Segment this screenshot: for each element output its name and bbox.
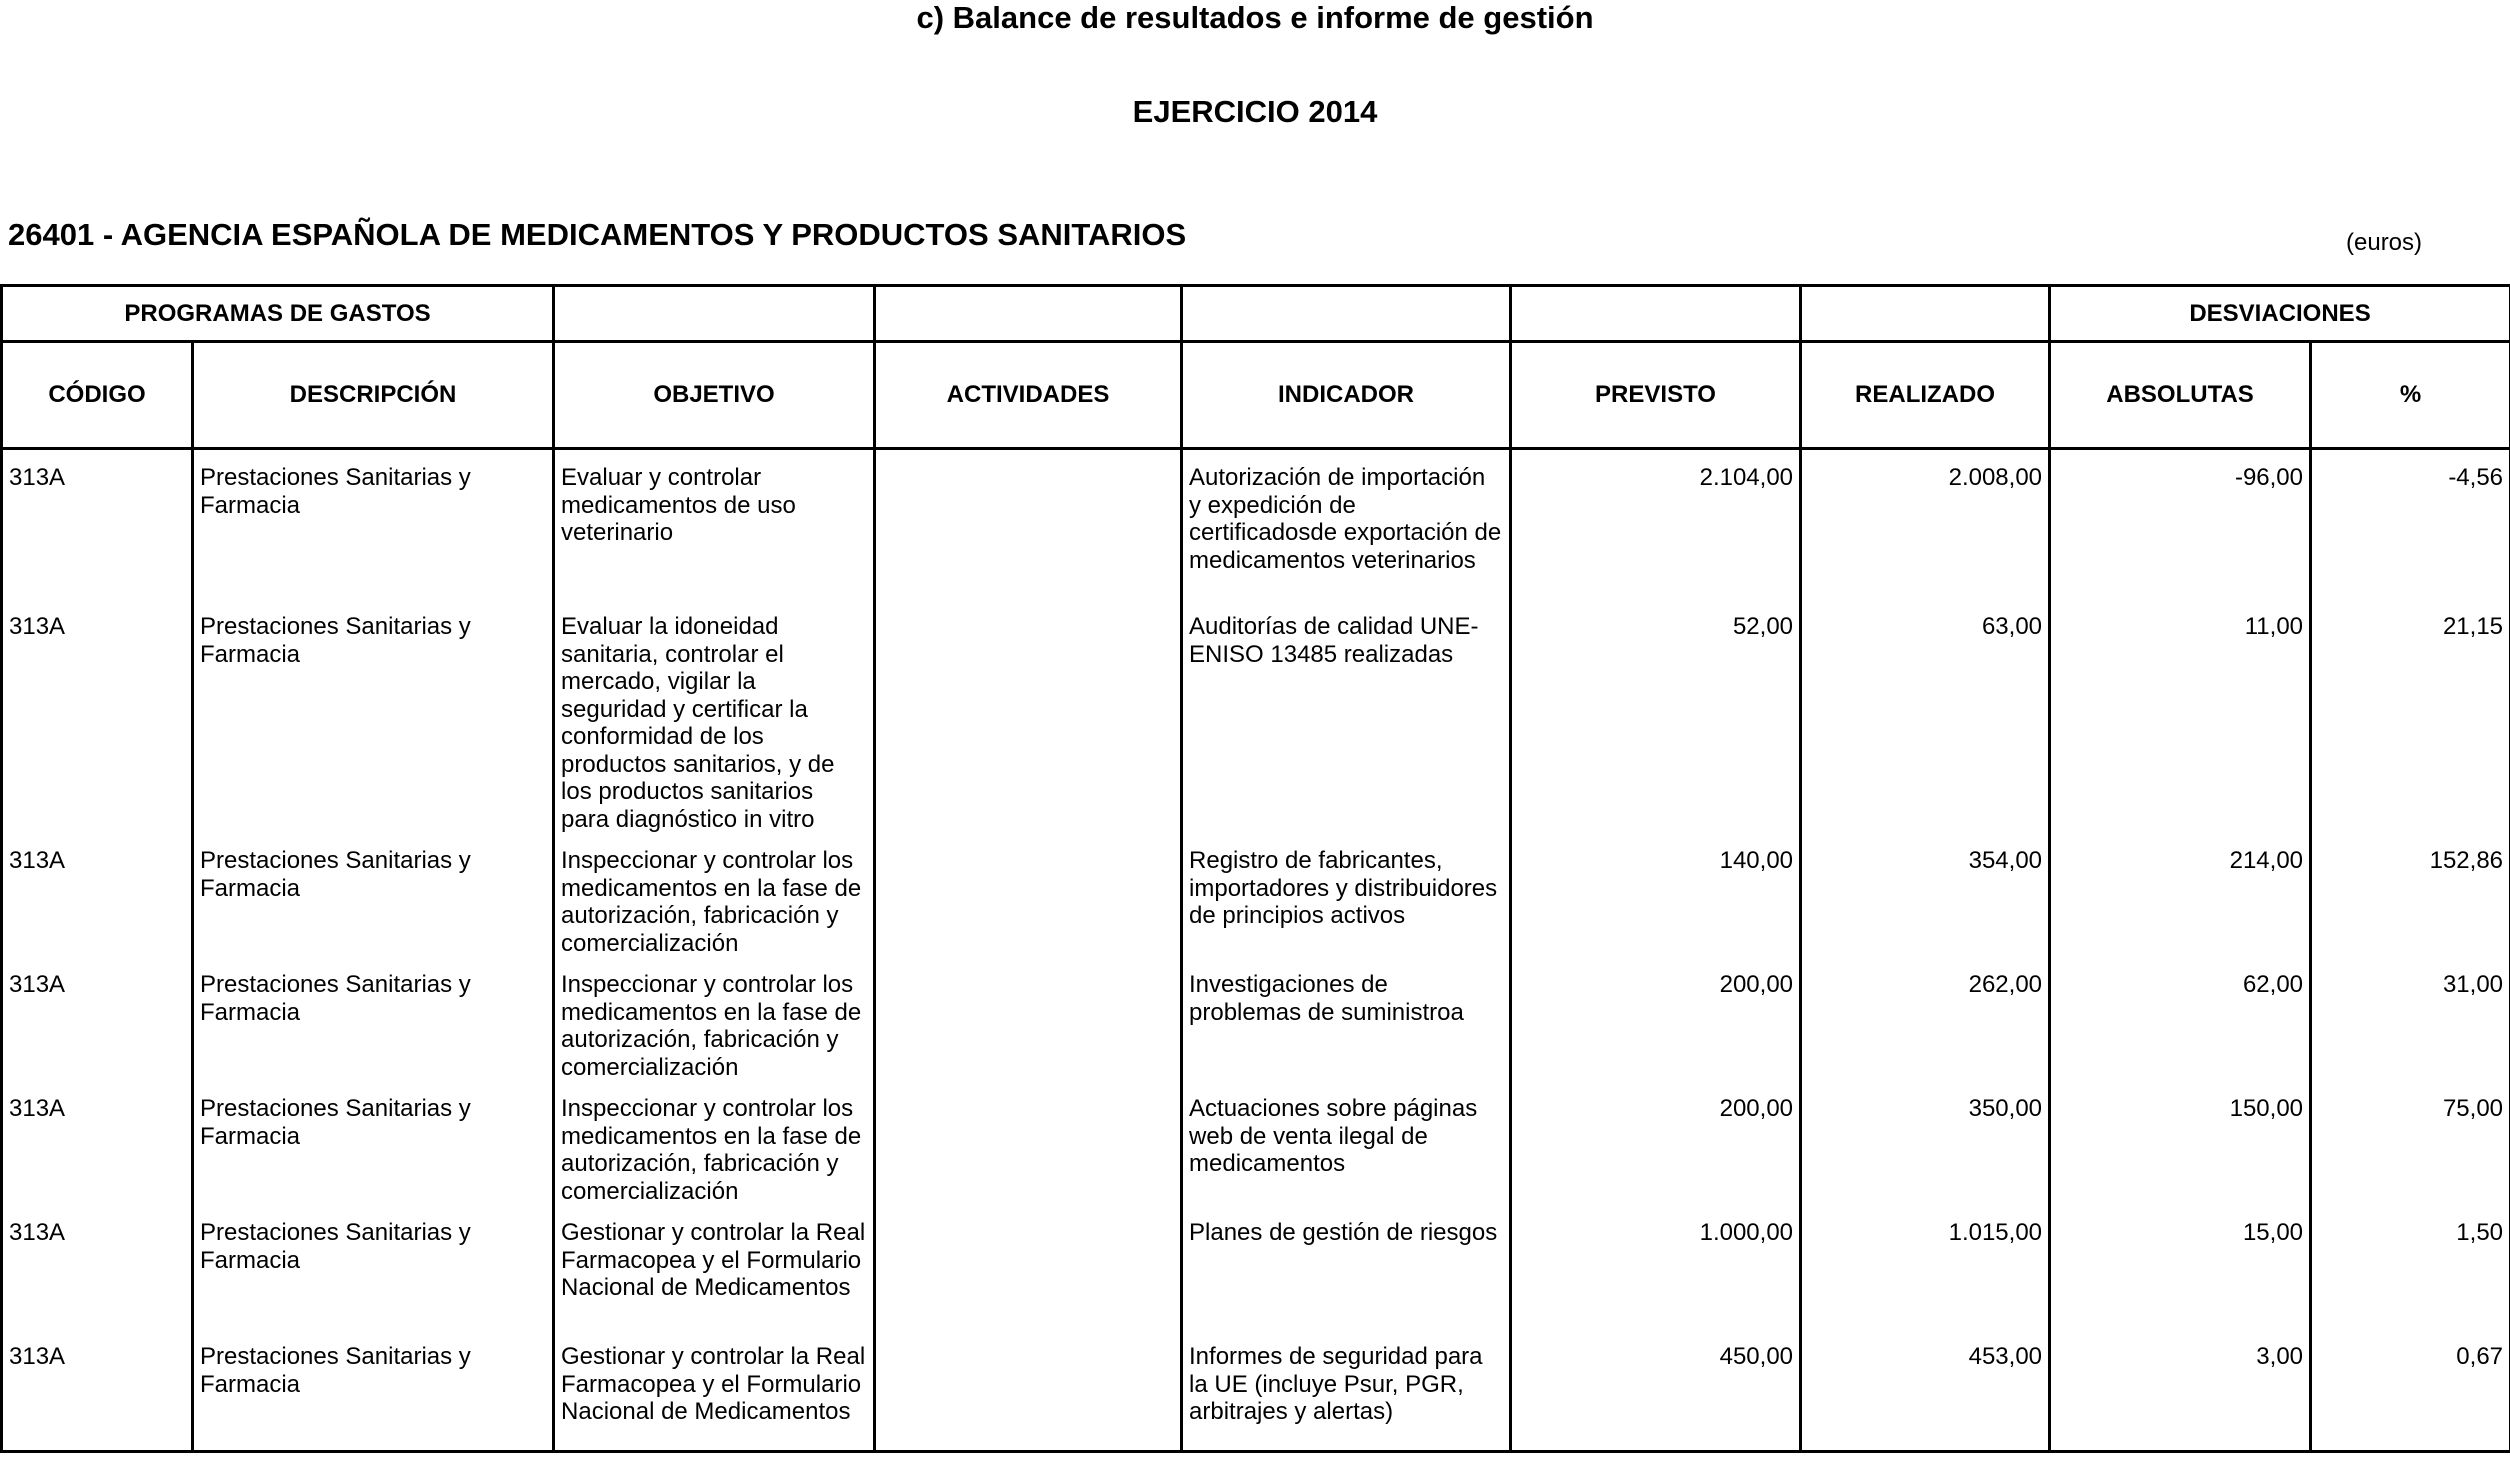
objetivo-cell: Inspeccionar y controlar los medicamentos en la fase de autorización, fabricación y comercialización <box>554 833 875 957</box>
indicador-cell: Investigaciones de problemas de suministroa <box>1182 957 1511 1081</box>
programas-group-header: PROGRAMAS DE GASTOS <box>2 286 554 342</box>
table-row <box>2 1329 2510 1452</box>
table-row <box>2 1081 2510 1205</box>
absolutas-cell: 11,00 <box>2050 599 2311 833</box>
porcentaje-cell: 152,86 <box>2311 833 2510 957</box>
absolutas-cell: 62,00 <box>2050 957 2311 1081</box>
previsto-cell: 200,00 <box>1511 1081 1801 1205</box>
indicador-cell: Informes de seguridad para la UE (incluye Psur, PGR, arbitrajes y alertas) <box>1182 1329 1511 1452</box>
porcentaje-cell: 75,00 <box>2311 1081 2510 1205</box>
indicador-cell: Actuaciones sobre páginas web de venta ilegal de medicamentos <box>1182 1081 1511 1205</box>
previsto-cell: 200,00 <box>1511 957 1801 1081</box>
descripcion-cell: Prestaciones Sanitarias y Farmacia <box>193 957 554 1081</box>
indicador-cell: Autorización de importación y expedición de certificadosde exportación de medicamentos veterinarios <box>1182 449 1511 600</box>
actividades-cell <box>875 449 1182 600</box>
actividades-cell <box>875 1205 1182 1329</box>
absolutas-cell: 15,00 <box>2050 1205 2311 1329</box>
previsto-cell: 1.000,00 <box>1511 1205 1801 1329</box>
realizado-column-header: REALIZADO <box>1801 342 2050 449</box>
table-row <box>2 833 2510 957</box>
realizado-cell: 2.008,00 <box>1801 449 2050 600</box>
actividades-cell <box>875 833 1182 957</box>
table-row <box>2 449 2510 600</box>
porcentaje-cell: 21,15 <box>2311 599 2510 833</box>
descripcion-cell: Prestaciones Sanitarias y Farmacia <box>193 1205 554 1329</box>
previsto-column-header: PREVISTO <box>1511 342 1801 449</box>
indicador-column-header: INDICADOR <box>1182 342 1511 449</box>
porcentaje-cell: 0,67 <box>2311 1329 2510 1452</box>
table-row <box>2 599 2510 833</box>
indicador-cell: Registro de fabricantes, importadores y distribuidores de principios activos <box>1182 833 1511 957</box>
porcentaje-cell: 1,50 <box>2311 1205 2510 1329</box>
realizado-cell: 453,00 <box>1801 1329 2050 1452</box>
codigo-cell: 313A <box>2 1205 193 1329</box>
absolutas-cell: 3,00 <box>2050 1329 2311 1452</box>
actividades-cell <box>875 957 1182 1081</box>
objetivo-cell: Evaluar la idoneidad sanitaria, controlar el mercado, vigilar la seguridad y certificar la conformidad de los productos sanitarios, y de los productos sanitarios para diagnóstico in vitro <box>554 599 875 833</box>
empty-group-header <box>1182 286 1511 342</box>
actividades-cell <box>875 1329 1182 1452</box>
realizado-cell: 1.015,00 <box>1801 1205 2050 1329</box>
fiscal-year-heading: EJERCICIO 2014 <box>1132 94 1378 129</box>
currency-units-label: (euros) <box>2346 229 2423 256</box>
empty-group-header <box>1511 286 1801 342</box>
objetivo-cell: Inspeccionar y controlar los medicamentos en la fase de autorización, fabricación y comercialización <box>554 1081 875 1205</box>
objetivo-cell: Gestionar y controlar la Real Farmacopea y el Formulario Nacional de Medicamentos <box>554 1329 875 1452</box>
codigo-cell: 313A <box>2 1081 193 1205</box>
agency-heading: 26401 - AGENCIA ESPAÑOLA DE MEDICAMENTOS Y PRODUCTOS SANITARIOS <box>8 217 1187 252</box>
empty-group-header <box>1801 286 2050 342</box>
previsto-cell: 140,00 <box>1511 833 1801 957</box>
empty-group-header <box>554 286 875 342</box>
table-row <box>2 957 2510 1081</box>
realizado-cell: 350,00 <box>1801 1081 2050 1205</box>
indicador-cell: Planes de gestión de riesgos <box>1182 1205 1511 1329</box>
realizado-cell: 262,00 <box>1801 957 2050 1081</box>
porcentaje-cell: 31,00 <box>2311 957 2510 1081</box>
descripcion-cell: Prestaciones Sanitarias y Farmacia <box>193 1081 554 1205</box>
codigo-column-header: CÓDIGO <box>2 342 193 449</box>
porcentaje-cell: -4,56 <box>2311 449 2510 600</box>
group-header-row <box>2 286 2510 342</box>
objetivo-column-header: OBJETIVO <box>554 342 875 449</box>
absolutas-cell: -96,00 <box>2050 449 2311 600</box>
realizado-cell: 63,00 <box>1801 599 2050 833</box>
indicador-cell: Auditorías de calidad UNE-ENISO 13485 realizadas <box>1182 599 1511 833</box>
actividades-column-header: ACTIVIDADES <box>875 342 1182 449</box>
realizado-cell: 354,00 <box>1801 833 2050 957</box>
absolutas-cell: 214,00 <box>2050 833 2311 957</box>
codigo-cell: 313A <box>2 449 193 600</box>
codigo-cell: 313A <box>2 957 193 1081</box>
objetivo-cell: Gestionar y controlar la Real Farmacopea y el Formulario Nacional de Medicamentos <box>554 1205 875 1329</box>
previsto-cell: 52,00 <box>1511 599 1801 833</box>
descripcion-column-header: DESCRIPCIÓN <box>193 342 554 449</box>
desviaciones-group-header: DESVIACIONES <box>2050 286 2510 342</box>
codigo-cell: 313A <box>2 599 193 833</box>
descripcion-cell: Prestaciones Sanitarias y Farmacia <box>193 1329 554 1452</box>
results-table <box>0 284 2510 1453</box>
descripcion-cell: Prestaciones Sanitarias y Farmacia <box>193 599 554 833</box>
codigo-cell: 313A <box>2 833 193 957</box>
descripcion-cell: Prestaciones Sanitarias y Farmacia <box>193 833 554 957</box>
previsto-cell: 450,00 <box>1511 1329 1801 1452</box>
actividades-cell <box>875 599 1182 833</box>
actividades-cell <box>875 1081 1182 1205</box>
codigo-cell: 313A <box>2 1329 193 1452</box>
absolutas-column-header: ABSOLUTAS <box>2050 342 2311 449</box>
column-header-row <box>2 342 2510 449</box>
previsto-cell: 2.104,00 <box>1511 449 1801 600</box>
objetivo-cell: Inspeccionar y controlar los medicamentos en la fase de autorización, fabricación y comercialización <box>554 957 875 1081</box>
descripcion-cell: Prestaciones Sanitarias y Farmacia <box>193 449 554 600</box>
table-row <box>2 1205 2510 1329</box>
absolutas-cell: 150,00 <box>2050 1081 2311 1205</box>
porcentaje-column-header: % <box>2311 342 2510 449</box>
document-title: c) Balance de resultados e informe de gestión <box>916 0 1594 35</box>
empty-group-header <box>875 286 1182 342</box>
objetivo-cell: Evaluar y controlar medicamentos de uso veterinario <box>554 449 875 600</box>
